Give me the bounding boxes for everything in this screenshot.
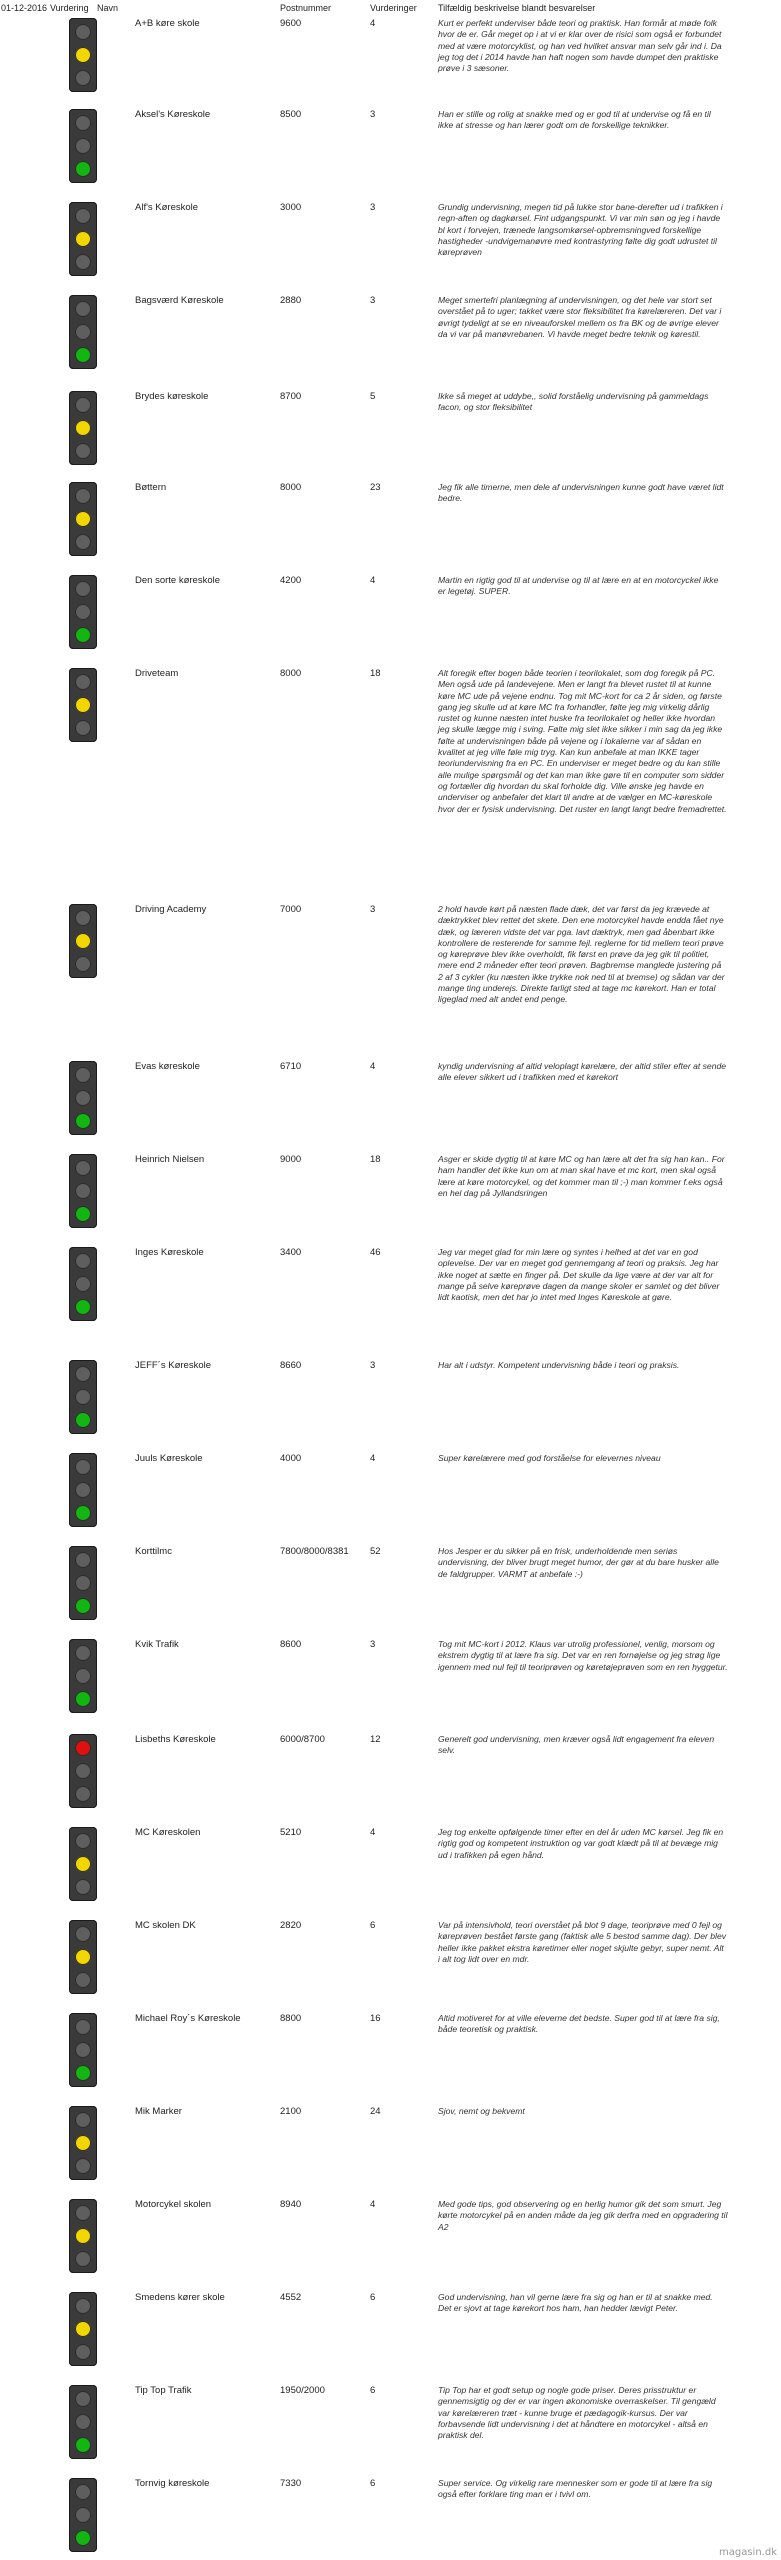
green-lamp-icon (75, 161, 91, 177)
review-description: Jeg var meget glad for min lære og syntes i helhed at det var en god oplevelse. Der var en meget god gennemgang af teori og praksis. Jeg har ikke noget at sætte en finger på. Det skulle da lige være at der var alt for mange på selve køreprøve dagen da mange skoler er samlet og det bliver lidt kaotisk, men det har jo intet med Inges Køreskole at gøre. (438, 1247, 720, 1303)
school-name: Den sorte køreskole (135, 575, 221, 586)
yellow-lamp-icon (75, 697, 91, 713)
review-count: 3 (370, 1639, 376, 1650)
green-lamp-icon (75, 1879, 91, 1895)
green-lamp-icon (75, 1299, 91, 1315)
school-name: Kvik Trafik (135, 1639, 179, 1650)
review-count: 4 (370, 1453, 376, 1464)
review-description: Martin en rigtig god til at undervise og til at lære en at en motorcyckel ikke er legetøj. SUPER. (438, 575, 719, 597)
green-lamp-icon (75, 1598, 91, 1614)
traffic-light-icon (69, 109, 97, 183)
postal-code: 4000 (280, 1453, 302, 1464)
review-count: 12 (370, 1734, 381, 1745)
yellow-lamp-icon (75, 138, 91, 154)
school-name: Tip Top Trafik (135, 2385, 192, 2396)
red-lamp-icon (75, 2112, 91, 2128)
review-count: 3 (370, 202, 376, 213)
school-name: Korttilmc (135, 1546, 172, 1557)
red-lamp-icon (75, 1645, 91, 1661)
school-name: Evas køreskole (135, 1061, 200, 1072)
traffic-light-icon (69, 668, 97, 742)
review-count: 46 (370, 1247, 381, 1258)
review-count: 6 (370, 2385, 376, 2396)
traffic-light-icon (69, 904, 97, 978)
review-description: Alt foregik efter bogen både teorien i teorilokalet, som dog foregik på PC. Men også ude på landevejene. Men er langt fra blevet rustet til at kunne køre MC ude på vejene endnu. Tog mit MC-kort for ca 2 år siden, og første gang jeg skulle ud at køre MC fra forhandler, følte jeg mig virkelig dårlig rustet og kunne næsten intet huske fra teorilokalet og heller ikke hvordan jeg skulle lægge mig i sving. Følte mig slet ikke sikker i min sag da jeg ikke følte at undervisningen både på vejene og i lokalerne var af sådan en kvalitet at jeg ville føle mig tryg. Kan kun anbefale at man IKKE tager teoriundervisning fra en PC. En underviser er meget bedre og du kan stille alle mulige spørgsmål og det kan man ikke gøre til en computer som sidder og fortæller dig hvordan du skal forholde dig. Ville ønske jeg havde en underviser og anbefaler det klart til andre at de vælger en MC-køreskole hvor der er fysisk undervisning. Det ruster en langt langt bedre fremadrettet. (438, 668, 727, 814)
traffic-light-icon (69, 1734, 97, 1808)
postal-code: 8000 (280, 482, 302, 493)
red-lamp-icon (75, 2298, 91, 2314)
traffic-light-icon (69, 575, 97, 649)
traffic-light-icon (69, 1061, 97, 1135)
postal-code: 9000 (280, 1154, 302, 1165)
postal-code: 9600 (280, 18, 302, 29)
review-count: 4 (370, 575, 376, 586)
green-lamp-icon (75, 347, 91, 363)
traffic-light-icon (69, 18, 97, 92)
traffic-light-icon (69, 295, 97, 369)
rating-column-header: Vurdering (50, 3, 89, 13)
postal-code: 6710 (280, 1061, 302, 1072)
yellow-lamp-icon (75, 1575, 91, 1591)
postal-code: 4552 (280, 2292, 302, 2303)
red-lamp-icon (75, 1459, 91, 1475)
review-description: Var på intensivhold, teori overstået på blot 9 dage, teoriprøve med 0 fejl og køreprøven bestået første gang (faktisk alle 5 bestod samme dag). Der blev heller ikke pakket ekstra køretimer eller noget skjulte gebyr, super nemt. Alt i alt tog lidt over en mdr. (438, 1920, 727, 1964)
table-header (0, 0, 781, 16)
review-description: Super kørelærere med god forståelse for elevernes niveau (438, 1453, 661, 1463)
postal-code: 8500 (280, 109, 302, 120)
review-count: 3 (370, 295, 376, 306)
school-name: MC skolen DK (135, 1920, 196, 1931)
review-count: 6 (370, 2292, 376, 2303)
green-lamp-icon (75, 1505, 91, 1521)
green-lamp-icon (75, 1412, 91, 1428)
red-lamp-icon (75, 674, 91, 690)
green-lamp-icon (75, 2344, 91, 2360)
school-name: Bagsværd Køreskole (135, 295, 224, 306)
green-lamp-icon (75, 956, 91, 972)
review-count: 4 (370, 1061, 376, 1072)
postal-code: 2100 (280, 2106, 302, 2117)
school-name: JEFF´s Køreskole (135, 1360, 212, 1371)
review-description: Jeg tog enkelte opfølgende timer efter en del år uden MC kørsel. Jeg fik en rigtig god og kompetent instruktion og var godt klædt på til at bevæge mig ud i trafikken på egen hånd. (438, 1827, 724, 1860)
school-name: Lisbeths Køreskole (135, 1734, 216, 1745)
traffic-light-icon (69, 391, 97, 465)
green-lamp-icon (75, 534, 91, 550)
traffic-light-icon (69, 2385, 97, 2459)
review-description: Tog mit MC-kort i 2012. Klaus var utrolig professionel, venlig, morsom og ekstrem dygtig til at lære fra sig. Det var en ren fornøjelse og jeg strøg lige igennem med nul fejl til teoriprøven og køretøjeprøven som en ren hyggetur. (438, 1639, 728, 1672)
postal-code: 8000 (280, 668, 302, 679)
school-name: Tornvig køreskole (135, 2478, 210, 2489)
review-description: Grundig undervisning, megen tid på lukke stor bane-derefter ud i trafikken i regn-aften og dagkørsel. Fint udgangspunkt. Vi var min søn og jeg i havde bl kort i forvejen, trænede langsomkørsel-opbremsningved forskellige hastigheder -undvigemanøvre med kontrastyring følte dig godt udrustet til køreprøven (438, 202, 723, 258)
green-lamp-icon (75, 2158, 91, 2174)
red-lamp-icon (75, 2484, 91, 2500)
red-lamp-icon (75, 1253, 91, 1269)
review-description: Asger er skide dygtig til at køre MC og han lære alt det fra sig han kan.. For ham handler det ikke kun om at man skal have et mc kort, men skal også lære at køre motorcykel, og det kommer man til ;-) man kommer f.eks også en hel dag på Jyllandsringen (438, 1154, 725, 1198)
postal-code: 1950/2000 (280, 2385, 325, 2396)
review-count: 4 (370, 1827, 376, 1838)
review-count: 4 (370, 2199, 376, 2210)
green-lamp-icon (75, 2251, 91, 2267)
postal-code: 6000/8700 (280, 1734, 325, 1745)
postal-code: 7800/8000/8381 (280, 1546, 349, 1557)
review-description: Jeg fik alle timerne, men dele af undervisningen kunne godt have været lidt bedre. (438, 482, 724, 504)
yellow-lamp-icon (75, 1949, 91, 1965)
red-lamp-icon (75, 2205, 91, 2221)
yellow-lamp-icon (75, 511, 91, 527)
traffic-light-icon (69, 1360, 97, 1434)
traffic-light-icon (69, 1154, 97, 1228)
school-name: Alf's Køreskole (135, 202, 199, 213)
red-lamp-icon (75, 301, 91, 317)
traffic-light-icon (69, 2013, 97, 2087)
school-name: Heinrich Nielsen (135, 1154, 205, 1165)
yellow-lamp-icon (75, 1276, 91, 1292)
school-name: Driving Academy (135, 904, 207, 915)
review-count: 4 (370, 18, 376, 29)
traffic-light-icon (69, 1546, 97, 1620)
green-lamp-icon (75, 627, 91, 643)
green-lamp-icon (75, 1206, 91, 1222)
yellow-lamp-icon (75, 2042, 91, 2058)
name-column-header: Navn (97, 3, 119, 13)
review-description: Med gode tips, god observering og en herlig humor gik det som smurt. Jeg kørte motorcykel på en anden måde da jeg gik derfra med en opgradering til A2 (438, 2199, 728, 2232)
traffic-light-icon (69, 1920, 97, 1994)
yellow-lamp-icon (75, 2414, 91, 2430)
yellow-lamp-icon (75, 1856, 91, 1872)
postal-code: 8600 (280, 1639, 302, 1650)
red-lamp-icon (75, 397, 91, 413)
postal-code: 8660 (280, 1360, 302, 1371)
red-lamp-icon (75, 910, 91, 926)
review-description: Han er stille og rolig at snakke med og er god til at undervise og få en til ikke at stresse og han lærer godt om de forskellige teknikker. (438, 109, 711, 131)
school-name: Mik Marker (135, 2106, 182, 2117)
green-lamp-icon (75, 720, 91, 736)
review-count: 23 (370, 482, 381, 493)
red-lamp-icon (75, 2391, 91, 2407)
reviews-column-header: Vurderinger (370, 3, 417, 13)
review-count: 6 (370, 1920, 376, 1931)
green-lamp-icon (75, 1691, 91, 1707)
postal-code: 4200 (280, 575, 302, 586)
review-count: 16 (370, 2013, 381, 2024)
school-name: A+B køre skole (135, 18, 200, 29)
watermark: magasin.dk (719, 2547, 777, 2558)
review-count: 3 (370, 904, 376, 915)
green-lamp-icon (75, 2530, 91, 2546)
postal-column-header: Postnummer (280, 3, 332, 13)
yellow-lamp-icon (75, 1090, 91, 1106)
postal-code: 8700 (280, 391, 302, 402)
postal-code: 2880 (280, 295, 302, 306)
red-lamp-icon (75, 1067, 91, 1083)
review-description: 2 hold havde kørt på næsten flade dæk, det var først da jeg krævede at dæktrykket blev rettet det skete. Den ene motorcykel havde endda fået nye dæk, og læreren vidste det var pga. lavt dæktryk, men gad åbenbart ikke kontrollere de resterende for samme fejl. reglerne for tid mellem teori prøve og køreprøve blev ikke overholdt, fik først en prøve da jeg gik til politiet, mere end 2 måneder efter teori prøven. Bagbremse manglede justering på 2 af 3 cykler (ku næsten ikke trykke nok ned til at bremse) og sådan var der mange ting underejs. Direkte farligt sted at tage mc kørekort. Han er total ligeglad med alt andet end penge. (438, 904, 725, 1005)
traffic-light-icon (69, 1453, 97, 1527)
red-lamp-icon (75, 1366, 91, 1382)
yellow-lamp-icon (75, 2228, 91, 2244)
green-lamp-icon (75, 254, 91, 270)
postal-code: 3000 (280, 202, 302, 213)
yellow-lamp-icon (75, 604, 91, 620)
yellow-lamp-icon (75, 1482, 91, 1498)
school-name: Brydes køreskole (135, 391, 209, 402)
school-name: Juuls Køreskole (135, 1453, 203, 1464)
traffic-light-icon (69, 202, 97, 276)
review-count: 18 (370, 1154, 381, 1165)
green-lamp-icon (75, 70, 91, 86)
yellow-lamp-icon (75, 1763, 91, 1779)
yellow-lamp-icon (75, 1389, 91, 1405)
postal-code: 3400 (280, 1247, 302, 1258)
postal-code: 8940 (280, 2199, 302, 2210)
postal-code: 8800 (280, 2013, 302, 2024)
yellow-lamp-icon (75, 933, 91, 949)
postal-code: 2820 (280, 1920, 302, 1931)
school-name: MC Køreskolen (135, 1827, 201, 1838)
red-lamp-icon (75, 1833, 91, 1849)
review-count: 52 (370, 1546, 381, 1557)
green-lamp-icon (75, 2065, 91, 2081)
yellow-lamp-icon (75, 2135, 91, 2151)
red-lamp-icon (75, 1740, 91, 1756)
traffic-light-icon (69, 2106, 97, 2180)
yellow-lamp-icon (75, 1668, 91, 1684)
red-lamp-icon (75, 1160, 91, 1176)
red-lamp-icon (75, 24, 91, 40)
postal-code: 7330 (280, 2478, 302, 2489)
green-lamp-icon (75, 2437, 91, 2453)
yellow-lamp-icon (75, 47, 91, 63)
traffic-light-icon (69, 2478, 97, 2552)
school-name: Michael Roy´s Køreskole (135, 2013, 241, 2024)
red-lamp-icon (75, 115, 91, 131)
school-name: Bøttern (135, 482, 167, 493)
red-lamp-icon (75, 1926, 91, 1942)
review-description: Hos Jesper er du sikker på en frisk, underholdende men seriøs undervisning, der bliver brugt meget humor, der gør at du bare husker alle de faldgrupper. VARMT at anbefale :-) (438, 1546, 719, 1579)
red-lamp-icon (75, 1552, 91, 1568)
traffic-light-icon (69, 1827, 97, 1901)
review-description: Har alt i udstyr. Kompetent undervisning både i teori og praksis. (438, 1360, 680, 1370)
red-lamp-icon (75, 208, 91, 224)
yellow-lamp-icon (75, 231, 91, 247)
review-count: 3 (370, 109, 376, 120)
review-count: 6 (370, 2478, 376, 2489)
green-lamp-icon (75, 1786, 91, 1802)
traffic-light-icon (69, 2292, 97, 2366)
yellow-lamp-icon (75, 2321, 91, 2337)
review-description: God undervisning, han vil gerne lære fra sig og han er til at snakke med. Det er sjovt at tage kørekort hos ham, han hedder lævigt Peter. (438, 2292, 713, 2314)
review-count: 18 (370, 668, 381, 679)
review-count: 5 (370, 391, 376, 402)
green-lamp-icon (75, 443, 91, 459)
postal-code: 7000 (280, 904, 302, 915)
school-name: Aksel's Køreskole (135, 109, 211, 120)
yellow-lamp-icon (75, 324, 91, 340)
review-count: 24 (370, 2106, 381, 2117)
red-lamp-icon (75, 2019, 91, 2035)
green-lamp-icon (75, 1113, 91, 1129)
postal-code: 5210 (280, 1827, 302, 1838)
review-description: Ikke så meget at uddybe,, solid forståelig undervisning på gammeldags facon, og stor fleksibilitet (438, 391, 709, 413)
green-lamp-icon (75, 1972, 91, 1988)
school-name: Smedens kører skole (135, 2292, 225, 2303)
traffic-light-icon (69, 1639, 97, 1713)
report-date: 01-12-2016 (1, 3, 48, 13)
traffic-light-icon (69, 1247, 97, 1321)
description-column-header: Tilfældig beskrivelse blandt besvarelser (438, 3, 596, 13)
review-count: 3 (370, 1360, 376, 1371)
school-name: Inges Køreskole (135, 1247, 204, 1258)
school-name: Motorcykel skolen (135, 2199, 212, 2210)
review-description: Kurt er perfekt underviser både teori og praktisk. Han formår at møde folk hvor de er. Går meget op i at vi er klar over de risici som også er forbundet med at være motorcyklist, og han ved hvilket ansvar man selv går ind i. Da jeg tog det i 2014 havde han haft nogen som havde dumpet den praktiske prøve i 3 sæsoner. (438, 18, 722, 74)
review-description: Tip Top har et godt setup og nogle gode priser. Deres prisstruktur er gennemsigtig og der er var ingen økonomiske overraskelser. Til gengæld var kørelæreren træt - kunne bruge et pædagogik-kursus. Der var forbavsende lidt undervisning i det at håndtere en motorcykel - altså en praktisk del. (438, 2385, 716, 2441)
review-description: Super service. Og virkelig rare mennesker som er gode til at lære fra sig også efter forklare ting man er i tvivl om. (438, 2478, 713, 2500)
red-lamp-icon (75, 488, 91, 504)
review-description: Sjov, nemt og bekvemt (438, 2106, 525, 2116)
yellow-lamp-icon (75, 420, 91, 436)
review-description: Meget smertefri planlægning af undervisningen, og det hele var stort set overstået på to uger; takket være stor fleksibilitet fra kørelæreren. Det var i øvrigt tydeligt at se en niveauforskel mellem os fra BK og de øvrige elever da vi var på manøvrebanen. Vi havde meget bedre teknik og kørestil. (438, 295, 722, 339)
traffic-light-icon (69, 482, 97, 556)
red-lamp-icon (75, 581, 91, 597)
yellow-lamp-icon (75, 1183, 91, 1199)
review-description: Altid motiveret for at ville eleverne det bedste. Super god til at lære fra sig, både teoretisk og praktisk. (438, 2013, 720, 2035)
traffic-light-icon (69, 2199, 97, 2273)
review-description: Generelt god undervisning, men kræver også lidt engagement fra eleven selv. (438, 1734, 715, 1756)
yellow-lamp-icon (75, 2507, 91, 2523)
review-description: kyndig undervisning af altid veloplagt kørelære, der altid stiler efter at sende alle elever sikkert ud i trafikken med et kørekort (438, 1061, 727, 1083)
school-name: Driveteam (135, 668, 179, 679)
